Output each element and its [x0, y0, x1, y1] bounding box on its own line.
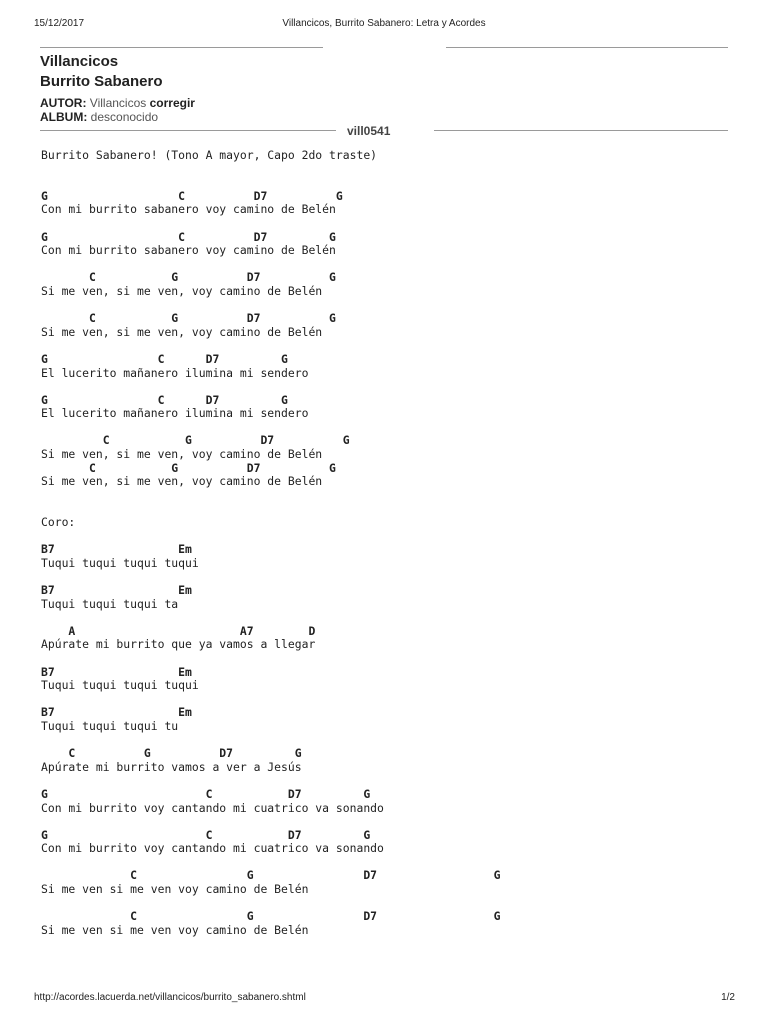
blank-line: [41, 815, 500, 829]
lyric-line: Con mi burrito voy cantando mi cuatrico va sonando: [41, 800, 384, 815]
divider: [446, 47, 728, 48]
blank-line: [41, 489, 500, 503]
lyric-line: El lucerito mañanero ilumina mi sendero: [41, 365, 309, 380]
chord-line: B7 Em: [41, 664, 192, 679]
blank-line: [41, 421, 500, 435]
chord-line: G C D7 G: [41, 827, 371, 842]
author-value[interactable]: Villancicos: [89, 96, 147, 110]
correct-link[interactable]: corregir: [149, 96, 195, 110]
lyric-line: Si me ven si me ven voy camino de Belén: [41, 922, 309, 937]
divider: [434, 130, 728, 131]
lyric-line: Tuqui tuqui tuqui tuqui: [41, 555, 199, 570]
song-title: Burrito Sabanero: [40, 73, 163, 90]
lyric-line: Apúrate mi burrito que ya vamos a llegar: [41, 637, 316, 652]
album-line: [40, 110, 158, 124]
lyric-line: Con mi burrito sabanero voy camino de Belén: [41, 202, 336, 217]
chord-line: C G D7 G: [41, 433, 350, 448]
blank-line: [41, 693, 500, 707]
lyric-line: Apúrate mi burrito vamos a ver a Jesús: [41, 759, 302, 774]
blank-line: [41, 570, 500, 584]
print-date: 15/12/2017: [34, 18, 85, 29]
lyric-line: Tuqui tuqui tuqui tuqui: [41, 678, 199, 693]
blank-line: [41, 163, 500, 177]
chord-line: B7 Em: [41, 705, 192, 720]
chord-line: A A7 D: [41, 623, 316, 638]
album-label: ALBUM:: [40, 110, 88, 124]
chord-line: G C D7 G: [41, 188, 343, 203]
lyric-line: El lucerito mañanero ilumina mi sendero: [41, 406, 309, 421]
contributor-tag[interactable]: vill0541: [347, 124, 391, 138]
lyric-line: Si me ven, si me ven, voy camino de Belén: [41, 447, 323, 462]
song-artist[interactable]: Villancicos: [40, 53, 119, 70]
lyric-line: Tuqui tuqui tuqui ta: [41, 596, 179, 611]
chord-line: C G D7 G: [41, 460, 336, 475]
blank-line: [41, 897, 500, 911]
page-url: http://acordes.lacuerda.net/villancicos/burrito_sabanero.shtml: [34, 992, 306, 1003]
blank-line: [41, 339, 500, 353]
lyric-line: Si me ven, si me ven, voy camino de Belén: [41, 283, 323, 298]
blank-line: [41, 530, 500, 544]
lyric-line: Si me ven si me ven voy camino de Belén: [41, 882, 309, 897]
album-value: desconocido: [90, 110, 159, 124]
blank-line: [41, 217, 500, 231]
blank-line: [41, 299, 500, 313]
chord-line: C G D7 G: [41, 909, 501, 924]
blank-line: [41, 734, 500, 748]
blank-line: [41, 258, 500, 272]
chord-line: C G D7 G: [41, 746, 302, 761]
blank-line: [41, 380, 500, 394]
chord-line: C G D7 G: [41, 311, 336, 326]
chord-line: G C D7 G: [41, 229, 336, 244]
lyric-line: Si me ven, si me ven, voy camino de Belén: [41, 474, 323, 489]
lyric-line: Burrito Sabanero! (Tono A mayor, Capo 2do traste): [41, 148, 378, 162]
divider: [40, 47, 323, 48]
chord-line: G C D7 G: [41, 786, 371, 801]
document-title: Villancicos, Burrito Sabanero: Letra y Acordes: [282, 18, 486, 29]
chord-line: B7 Em: [41, 542, 192, 557]
lyric-line: Si me ven, si me ven, voy camino de Belén: [41, 324, 323, 339]
blank-line: [41, 611, 500, 625]
chord-line: G C D7 G: [41, 392, 288, 407]
song-chords-lyrics: [41, 149, 500, 937]
chord-line: C G D7 G: [41, 270, 336, 285]
lyric-line: Con mi burrito voy cantando mi cuatrico va sonando: [41, 841, 384, 856]
blank-line: [41, 176, 500, 190]
chord-line: B7 Em: [41, 583, 192, 597]
chord-line: G C D7 G: [41, 351, 288, 366]
lyric-line: Con mi burrito sabanero voy camino de Belén: [41, 243, 336, 258]
lyric-line: Coro:: [41, 515, 76, 530]
divider: [40, 130, 336, 131]
lyric-line: Tuqui tuqui tuqui tu: [41, 718, 179, 733]
blank-line: [41, 856, 500, 870]
author-label: AUTOR:: [40, 96, 87, 110]
author-line: [40, 96, 195, 110]
chord-line: C G D7 G: [41, 868, 501, 883]
blank-line: [41, 652, 500, 666]
blank-line: [41, 774, 500, 788]
page-number: 1/2: [721, 992, 735, 1003]
blank-line: [41, 502, 500, 516]
